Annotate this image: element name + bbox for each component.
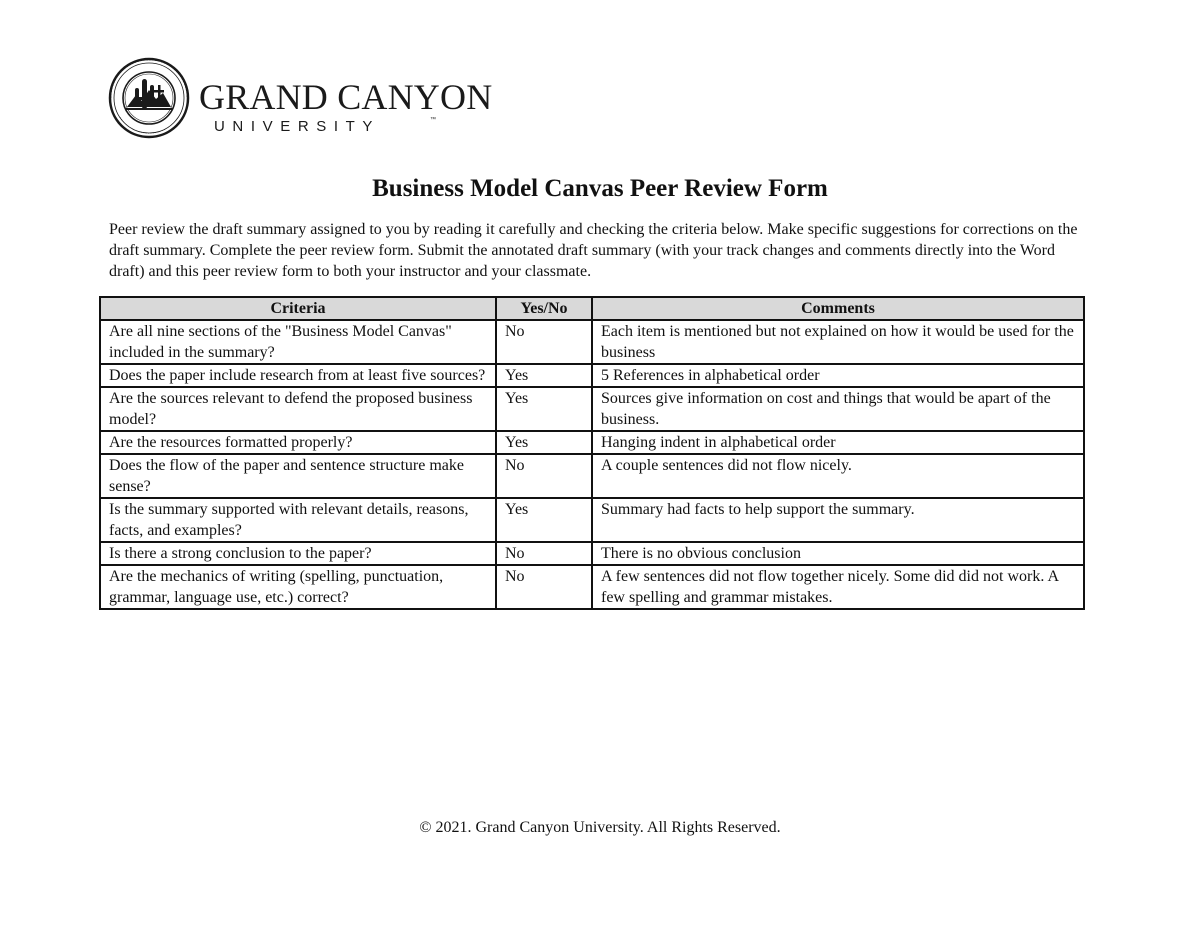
table-row bbox=[100, 320, 1084, 364]
criteria-cell: Does the flow of the paper and sentence structure make sense? bbox=[100, 454, 496, 498]
comment-cell: 5 References in alphabetical order bbox=[592, 364, 1084, 387]
instructions-paragraph: Peer review the draft summary assigned to you by reading it carefully and checking the criteria below. Make specific suggestions for corrections on the draft summary. Complete the peer review form. Submit the annotated draft summary (with your track changes and comments directly into the Word draft) and this peer review form to both your instructor and your classmate. bbox=[109, 221, 1078, 280]
comment-cell: There is no obvious conclusion bbox=[592, 542, 1084, 565]
header-comments: Comments bbox=[592, 297, 1084, 320]
header-criteria: Criteria bbox=[100, 297, 496, 320]
criteria-cell: Are the resources formatted properly? bbox=[100, 431, 496, 454]
comment-cell: Sources give information on cost and things that would be apart of the business. bbox=[592, 387, 1084, 431]
answer-cell: Yes bbox=[496, 431, 592, 454]
comment-cell: Summary had facts to help support the summary. bbox=[592, 498, 1084, 542]
university-logo bbox=[108, 57, 493, 139]
comment-cell: Hanging indent in alphabetical order bbox=[592, 431, 1084, 454]
answer-cell: No bbox=[496, 542, 592, 565]
table-row bbox=[100, 431, 1084, 454]
logo-wordmark: GRAND CANYON bbox=[199, 77, 493, 117]
table-header-row bbox=[100, 297, 1084, 320]
answer-cell: No bbox=[496, 454, 592, 498]
table-row bbox=[100, 364, 1084, 387]
answer-cell: No bbox=[496, 320, 592, 364]
table-row bbox=[100, 454, 1084, 498]
criteria-cell: Are the sources relevant to defend the proposed business model? bbox=[100, 387, 496, 431]
page-title: Business Model Canvas Peer Review Form bbox=[372, 175, 828, 202]
answer-cell: Yes bbox=[496, 498, 592, 542]
peer-review-table bbox=[99, 296, 1085, 610]
logo-subtitle: UNIVERSITY bbox=[214, 118, 381, 135]
criteria-cell: Is the summary supported with relevant details, reasons, facts, and examples? bbox=[100, 498, 496, 542]
table-row bbox=[100, 565, 1084, 609]
university-seal-icon bbox=[108, 57, 190, 139]
table-row bbox=[100, 387, 1084, 431]
header-yes-no: Yes/No bbox=[496, 297, 592, 320]
criteria-cell: Are the mechanics of writing (spelling, punctuation, grammar, language use, etc.) correct? bbox=[100, 565, 496, 609]
criteria-cell: Are all nine sections of the "Business Model Canvas" included in the summary? bbox=[100, 320, 496, 364]
table-row bbox=[100, 542, 1084, 565]
comment-cell: Each item is mentioned but not explained on how it would be used for the business bbox=[592, 320, 1084, 364]
answer-cell: No bbox=[496, 565, 592, 609]
answer-cell: Yes bbox=[496, 387, 592, 431]
answer-cell: Yes bbox=[496, 364, 592, 387]
copyright-footer: © 2021. Grand Canyon University. All Rights Reserved. bbox=[419, 819, 781, 836]
table-row bbox=[100, 498, 1084, 542]
criteria-cell: Does the paper include research from at least five sources? bbox=[100, 364, 496, 387]
comment-cell: A few sentences did not flow together nicely. Some did did not work. A few spelling and grammar mistakes. bbox=[592, 565, 1084, 609]
comment-cell: A couple sentences did not flow nicely. bbox=[592, 454, 1084, 498]
logo-trademark: ™ bbox=[430, 117, 436, 123]
criteria-cell: Is there a strong conclusion to the paper? bbox=[100, 542, 496, 565]
